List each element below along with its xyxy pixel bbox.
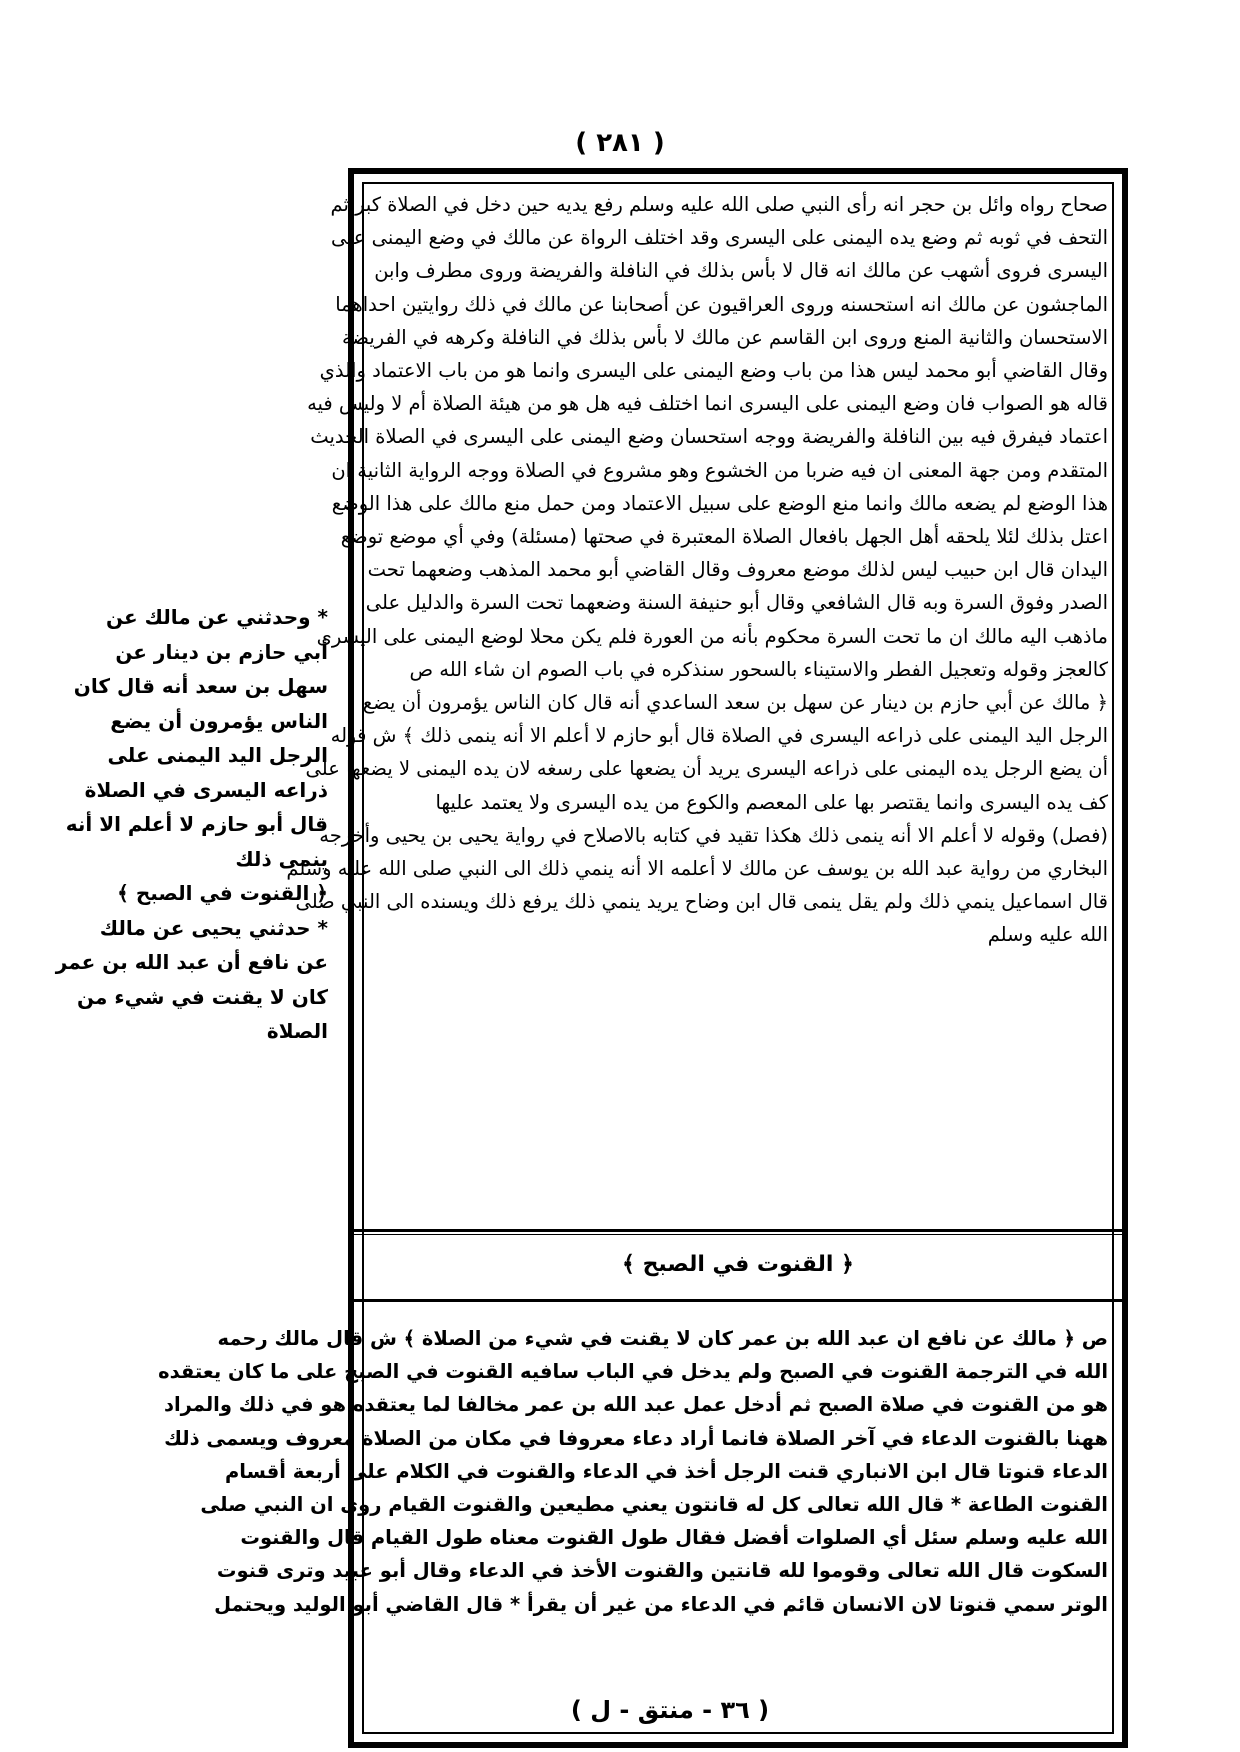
text-line: هو من القنوت في صلاة الصبح ثم أدخل عمل عبد الله بن عمر مخالفا لما يعتقده هو في ذلك والمراد bbox=[163, 1393, 1108, 1417]
main-text-section-1 bbox=[286, 182, 1122, 1207]
heading-divider bbox=[354, 1299, 1122, 1302]
text-line: الصدر وفوق السرة وبه قال الشافعي وقال أبو حنيفة السنة وضعهما تحت السرة والدليل على bbox=[365, 591, 1108, 615]
margin-line: ينمى ذلك bbox=[235, 846, 328, 871]
text-line: اليدان قال ابن حبيب ليس لذلك موضع معروف وقال القاضي أبو محمد المذهب وضعهما تحت bbox=[367, 558, 1108, 582]
section-divider bbox=[354, 1229, 1122, 1232]
text-line: اعتماد فيفرق فيه بين النافلة والفريضة ووجه استحسان وضع اليمنى على اليسرى في الصلاة الحديث bbox=[310, 425, 1108, 449]
section-divider-thin bbox=[354, 1234, 1122, 1235]
text-line: كف يده اليسرى وانما يقتصر بها على المعصم والكوع من يده اليسرى ولا يعتمد عليها bbox=[435, 790, 1108, 814]
page-footer-signature: ( ٣٦ - منتق - ل ) bbox=[570, 1696, 770, 1724]
margin-line: سهل بن سعد أنه قال كان bbox=[73, 674, 328, 698]
text-line: (فصل) وقوله لا أعلم الا أنه ينمى ذلك هكذا تقيد في كتابه بالاصلاح في رواية يحيى بن يحيى وأخرجه bbox=[319, 823, 1108, 847]
text-line: ص ﴿ مالك عن نافع ان عبد الله بن عمر كان لا يقنت في شيء من الصلاة ﴾ ش قال مالك رحمه bbox=[217, 1327, 1108, 1350]
main-text-section-2 bbox=[158, 1316, 1122, 1726]
margin-line: الناس يؤمرون أن يضع bbox=[110, 708, 328, 733]
text-line: قال اسماعيل ينمي ذلك ولم يقل ينمى قال ابن وضاح يريد ينمي ذلك يرفع ذلك ويسنده الى النبي صلى bbox=[295, 890, 1108, 914]
text-line: أن يضع الرجل يده اليمنى على ذراعه اليسرى يريد أن يضعها على رسغه لان يده اليمنى لا يضعها على bbox=[305, 757, 1108, 781]
text-line: الله عليه وسلم سئل أي الصلوات أفضل فقال طول القنوت معناه طول القيام قال والقنوت bbox=[240, 1526, 1108, 1550]
text-line: ماذهب اليه مالك ان ما تحت السرة محكوم بأنه من العورة فلم يكن محلا لوضع اليمنى على اليسرى bbox=[316, 624, 1108, 648]
margin-line: عن نافع أن عبد الله بن عمر bbox=[55, 950, 328, 974]
margin-line: * حدثني يحيى عن مالك bbox=[99, 915, 328, 940]
text-line: البخاري من رواية عبد الله بن يوسف عن مالك لا أعلمه الا أنه ينمي ذلك الى النبي صلى الله عليه وسلم bbox=[286, 857, 1108, 881]
margin-line: كان لا يقنت في شيء من bbox=[77, 984, 328, 1009]
text-line: الوتر سمي قنوتا لان الانسان قائم في الدعاء من غير أن يقرأ * قال القاضي أبو الوليد ويحتمل bbox=[214, 1592, 1108, 1616]
text-line: اعتل بذلك لئلا يلحقه أهل الجهل بافعال الصلاة المعتبرة في صحتها (مسئلة) وفي أي موضع توضع bbox=[340, 525, 1108, 549]
margin-line: * وحدثني عن مالك عن bbox=[106, 605, 328, 629]
text-line: الدعاء قنوتا قال ابن الانباري قنت الرجل أخذ في الدعاء والقنوت في الكلام على أربعة أقسام bbox=[225, 1459, 1108, 1483]
text-line: اليسرى فروى أشهب عن مالك انه قال لا بأس بذلك في النافلة والفريضة وروى مطرف وابن bbox=[374, 259, 1108, 283]
margin-line: ذراعه اليسرى في الصلاة bbox=[84, 777, 328, 802]
text-line: صحاح رواه وائل بن حجر انه رأى النبي صلى الله عليه وسلم رفع يديه حين دخل في الصلاة كبر ثم bbox=[330, 193, 1108, 216]
text-line: الماجشون عن مالك انه استحسنه وروى العراقيون عن أصحابنا عن مالك في ذلك روايتين احداهما bbox=[335, 292, 1108, 316]
text-line: قاله هو الصواب فان وضع اليمنى على اليسرى انما اختلف فيه هل هو من هيئة الصلاة أم لا وليس فيه bbox=[307, 392, 1108, 416]
text-line: ههنا بالقنوت الدعاء في آخر الصلاة فانما أراد دعاء معروفا في مكان من الصلاة معروف ويسمى ذلك bbox=[164, 1426, 1108, 1450]
page-number: ( ٢٨١ ) bbox=[575, 128, 665, 158]
text-line: هذا الوضع لم يضعه مالك وانما منع الوضع على سبيل الاعتماد ومن حمل منع مالك على هذا الوضع bbox=[331, 491, 1108, 515]
text-line: المتقدم ومن جهة المعنى ان فيه ضربا من الخشوع وهو مشروع في الصلاة ووجه الرواية الثانية ان bbox=[331, 458, 1108, 482]
text-line: القنوت الطاعة * قال الله تعالى كل له قانتون يعني مطيعين والقنوت القيام روى ان النبي صلى bbox=[200, 1493, 1108, 1517]
margin-line: الرجل اليد اليمنى على bbox=[107, 743, 328, 767]
text-line: الله عليه وسلم bbox=[987, 923, 1108, 947]
text-line: السكوت قال الله تعالى وقوموا لله قانتين والقنوت الأخذ في الدعاء وقال أبو عبيد وترى قنوت bbox=[216, 1559, 1108, 1583]
margin-line: الصلاة bbox=[266, 1019, 328, 1043]
margin-line: قال أبو حازم لا أعلم الا أنه bbox=[65, 812, 328, 836]
margin-heading: ﴿ القنوت في الصبح ﴾ bbox=[117, 881, 328, 905]
text-line: كالعجز وقوله وتعجيل الفطر والاستيناء بالسحور سنذكره في باب الصوم ان شاء الله ص bbox=[409, 657, 1108, 681]
text-line: ﴿ مالك عن أبي حازم بن دينار عن سهل بن سعد الساعدي أنه قال كان الناس يؤمرون أن يضع bbox=[362, 691, 1108, 715]
margin-notes bbox=[55, 600, 328, 1049]
text-line: الاستحسان والثانية المنع وروى ابن القاسم عن مالك لا بأس بذلك في النافلة وكرهه في الفريضة bbox=[341, 325, 1108, 349]
margin-line: أبي حازم بن دينار عن bbox=[115, 639, 328, 664]
chapter-heading: ﴿ القنوت في الصبح ﴾ bbox=[622, 1252, 854, 1277]
text-line: الله في الترجمة القنوت في الصبح ولم يدخل في الباب سافيه القنوت في الصبح على ما كان يعتقده bbox=[158, 1360, 1108, 1384]
text-line: الرجل اليد اليمنى على ذراعه اليسرى في الصلاة قال أبو حازم لا أعلم الا أنه ينمى ذلك ﴾ ش قوله bbox=[330, 724, 1108, 748]
text-line: وقال القاضي أبو محمد ليس هذا من باب وضع اليمنى على اليسرى وانما هو من باب الاعتماد والذي bbox=[319, 359, 1108, 383]
text-line: التحف في ثوبه ثم وضع يده اليمنى على اليسرى وقد اختلف الرواة عن مالك في وضع اليمنى على bbox=[331, 226, 1108, 250]
